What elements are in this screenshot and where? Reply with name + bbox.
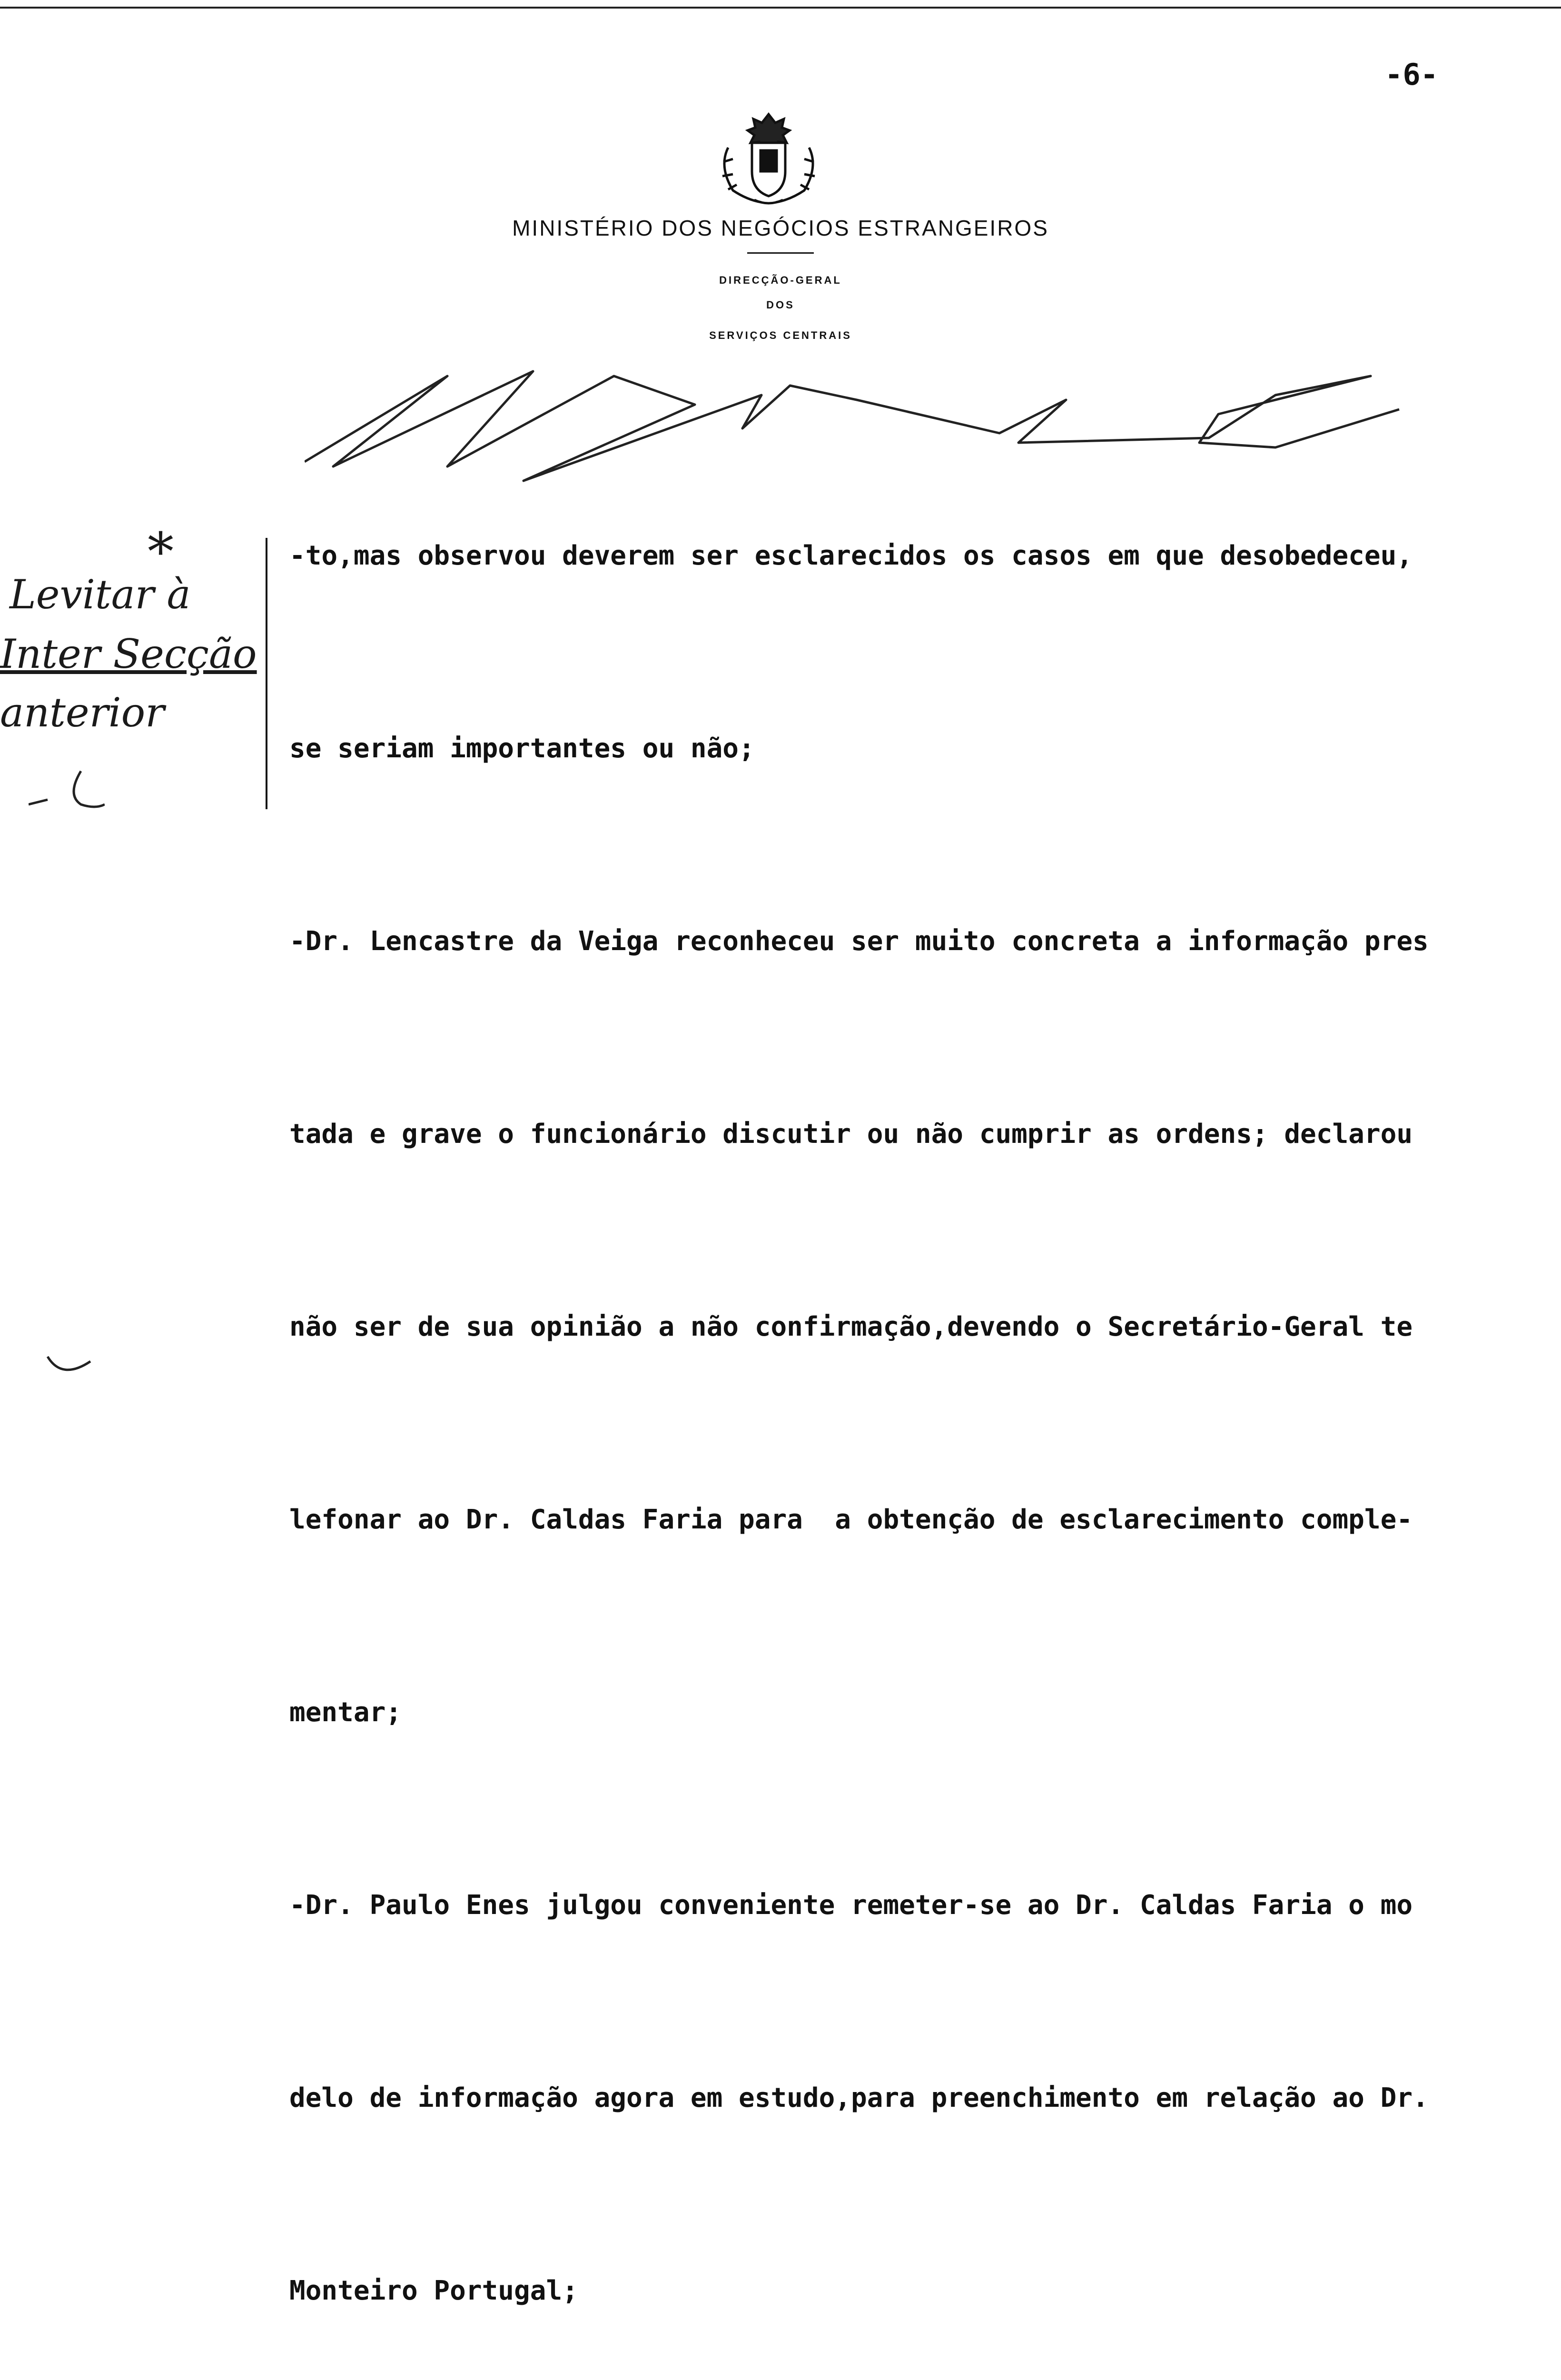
ministry-name: MINISTÉRIO DOS NEGÓCIOS ESTRANGEIROS — [512, 216, 1049, 240]
body-line: -Dr. Lencastre da Veiga reconheceu ser muito concreta a informação pres — [289, 926, 1429, 957]
body-line: lefonar ao Dr. Caldas Faria para a obtenção de esclarecimento comple- — [289, 1504, 1413, 1535]
body-line: Monteiro Portugal; — [289, 2275, 578, 2306]
body-line: mentar; — [289, 1697, 402, 1728]
handwritten-strikeout-scribble — [305, 367, 1523, 519]
body-line: não ser de sua opinião a não confirmação,devendo o Secretário-Geral te — [289, 1311, 1413, 1342]
margin-note-line: Levitar à — [10, 571, 191, 618]
body-line: se seriam importantes ou não; — [289, 733, 755, 764]
coat-of-arms-icon — [709, 105, 828, 209]
top-rule — [0, 7, 1561, 9]
department-line-2: DOS — [766, 299, 795, 311]
department-line-1: DIRECÇÃO-GERAL — [719, 274, 842, 286]
margin-pen-mark — [43, 1347, 100, 1385]
department-line-3: SERVIÇOS CENTRAIS — [709, 329, 852, 341]
body-line: delo de informação agora em estudo,para preenchimento em relação ao Dr. — [289, 2082, 1429, 2113]
margin-asterisk: * — [148, 521, 174, 582]
body-line: -Dr. Paulo Enes julgou conveniente remeter-se ao Dr. Caldas Faria o mo — [289, 1890, 1413, 1921]
margin-pen-mark — [29, 762, 105, 819]
margin-note-line: anterior — [0, 689, 165, 736]
page-number: -6- — [1385, 57, 1438, 92]
body-line: tada e grave o funcionário discutir ou não cumprir as ordens; declarou — [289, 1119, 1413, 1150]
body-line: -to,mas observou deverem ser esclarecidos os casos em que desobedeceu, — [289, 540, 1413, 571]
minutes-body — [289, 395, 1517, 2380]
margin-note-line: Inter Secção — [0, 631, 257, 677]
margin-handwritten-note — [0, 521, 267, 781]
ministry-divider — [747, 252, 814, 254]
